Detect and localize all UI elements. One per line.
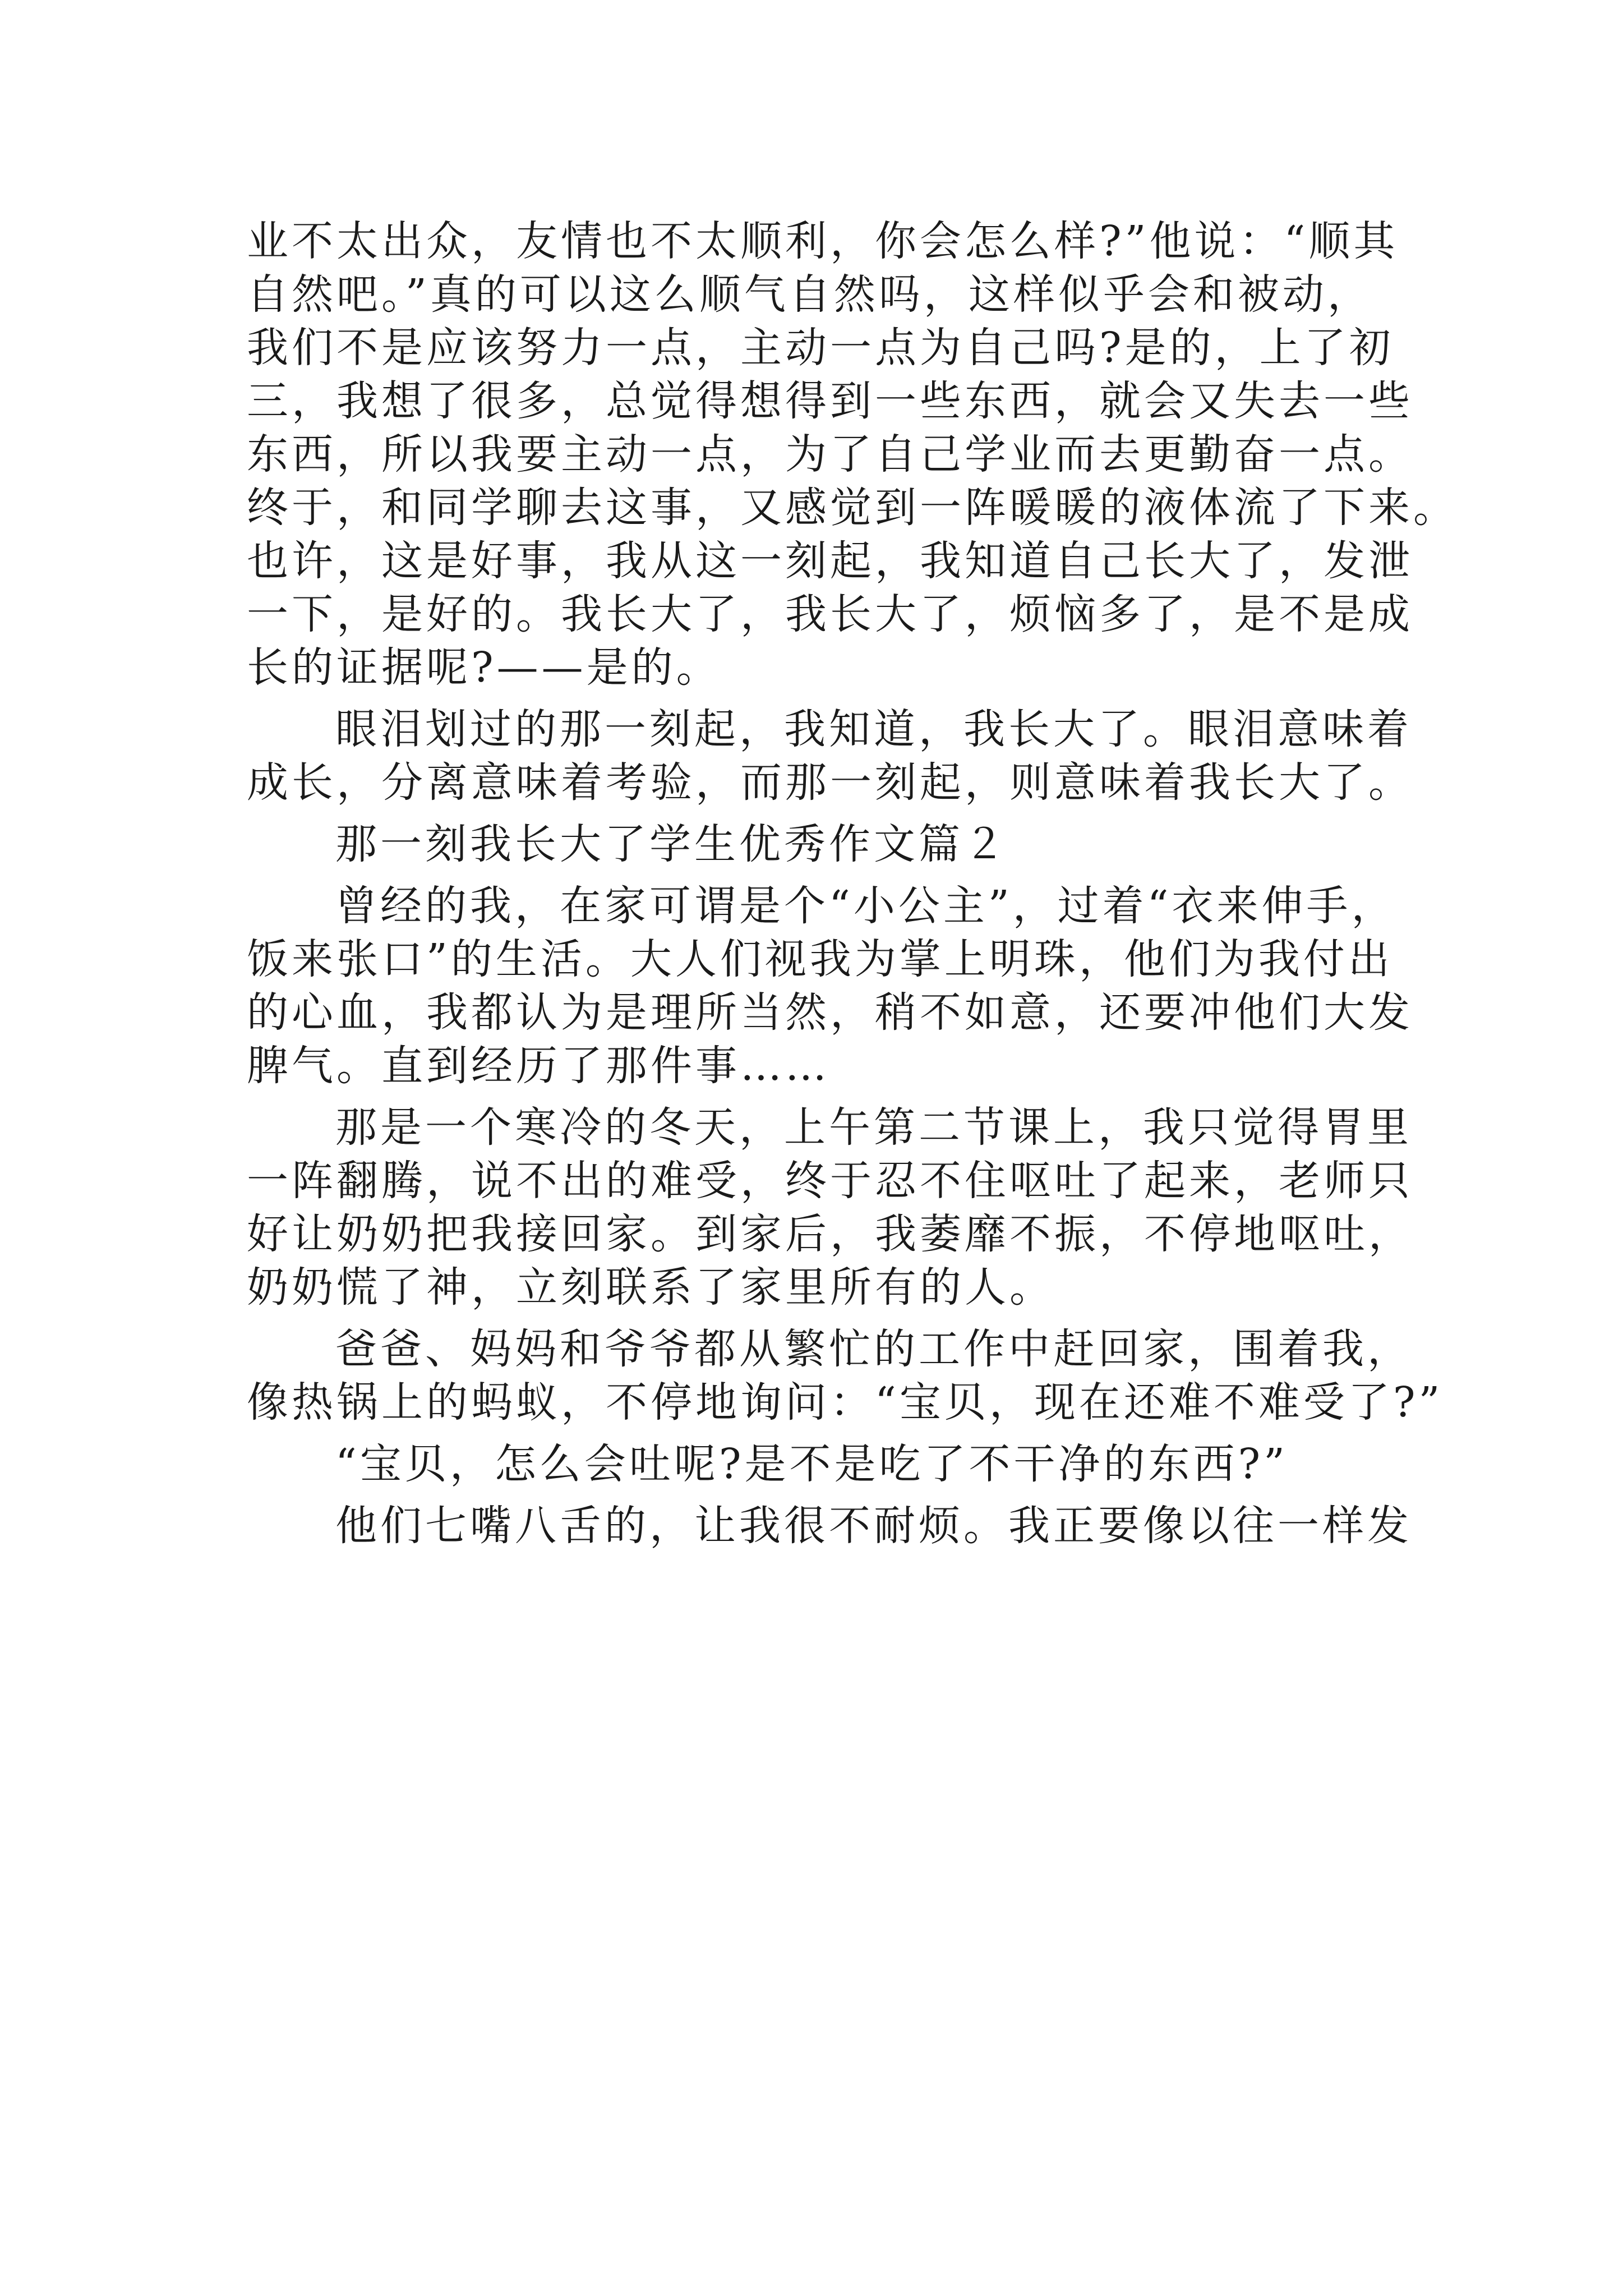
text-line-1: 业不太出众，友情也不太顺利，你会怎么样?”他说：“顺其 [247, 217, 1399, 265]
text-line-6: 终于，和同学聊去这事，又感觉到一阵暖暖的液体流了下来。 [247, 484, 1458, 532]
text-line-20: 奶奶慌了神，立刻联系了家里所有的人。 [247, 1263, 1054, 1312]
text-line-18: 一阵翻腾，说不出的难受，终于忍不住呕吐了起来，老师只 [247, 1157, 1413, 1205]
text-line-17: 那是一个寒冷的冬天，上午第二节课上，我只觉得胃里 [335, 1103, 1412, 1152]
text-line-22: 像热锅上的蚂蚁，不停地询问：“宝贝，现在还难不难受了?” [247, 1378, 1444, 1427]
text-line-5: 东西，所以我要主动一点，为了自己学业而去更勤奋一点。 [247, 430, 1413, 478]
text-line-14: 饭来张口”的生活。大人们视我为掌上明珠，他们为我付出 [247, 935, 1393, 983]
text-line-10: 眼泪划过的那一刻起，我知道，我长大了。眼泪意味着 [335, 705, 1412, 753]
text-line-8: 一下，是好的。我长大了，我长大了，烦恼多了，是不是成 [247, 590, 1413, 638]
text-line-13: 曾经的我，在家可谓是个“小公主”，过着“衣来伸手， [335, 882, 1396, 930]
text-line-15: 的心血，我都认为是理所当然，稍不如意，还要冲他们大发 [247, 988, 1413, 1037]
text-line-24: 他们七嘴八舌的，让我很不耐烦。我正要像以往一样发 [335, 1502, 1412, 1550]
text-line-2: 自然吧。”真的可以这么顺气自然吗，这样似乎会和被动， [247, 270, 1372, 319]
text-line-7: 也许，这是好事，我从这一刻起，我知道自己长大了，发泄 [247, 537, 1413, 585]
text-line-11: 成长，分离意味着考验，而那一刻起，则意味着我长大了。 [247, 758, 1413, 807]
text-line-3: 我们不是应该努力一点，主动一点为自己吗?是的，上了初 [247, 324, 1394, 372]
text-line-21: 爸爸、妈妈和爷爷都从繁忙的工作中赶回家，围着我， [335, 1325, 1412, 1373]
section-heading: 那一刻我长大了学生优秀作文篇２ [335, 820, 1008, 868]
text-line-16: 脾气。直到经历了那件事…… [247, 1042, 830, 1090]
text-line-19: 好让奶奶把我接回家。到家后，我萎靡不振，不停地呕吐， [247, 1210, 1413, 1258]
text-line-9: 长的证据呢?——是的。 [247, 643, 721, 692]
text-line-4: 三，我想了很多，总觉得想得到一些东西，就会又失去一些 [247, 377, 1413, 425]
text-line-23: “宝贝，怎么会吐呢?是不是吃了不干净的东西?” [335, 1440, 1289, 1488]
